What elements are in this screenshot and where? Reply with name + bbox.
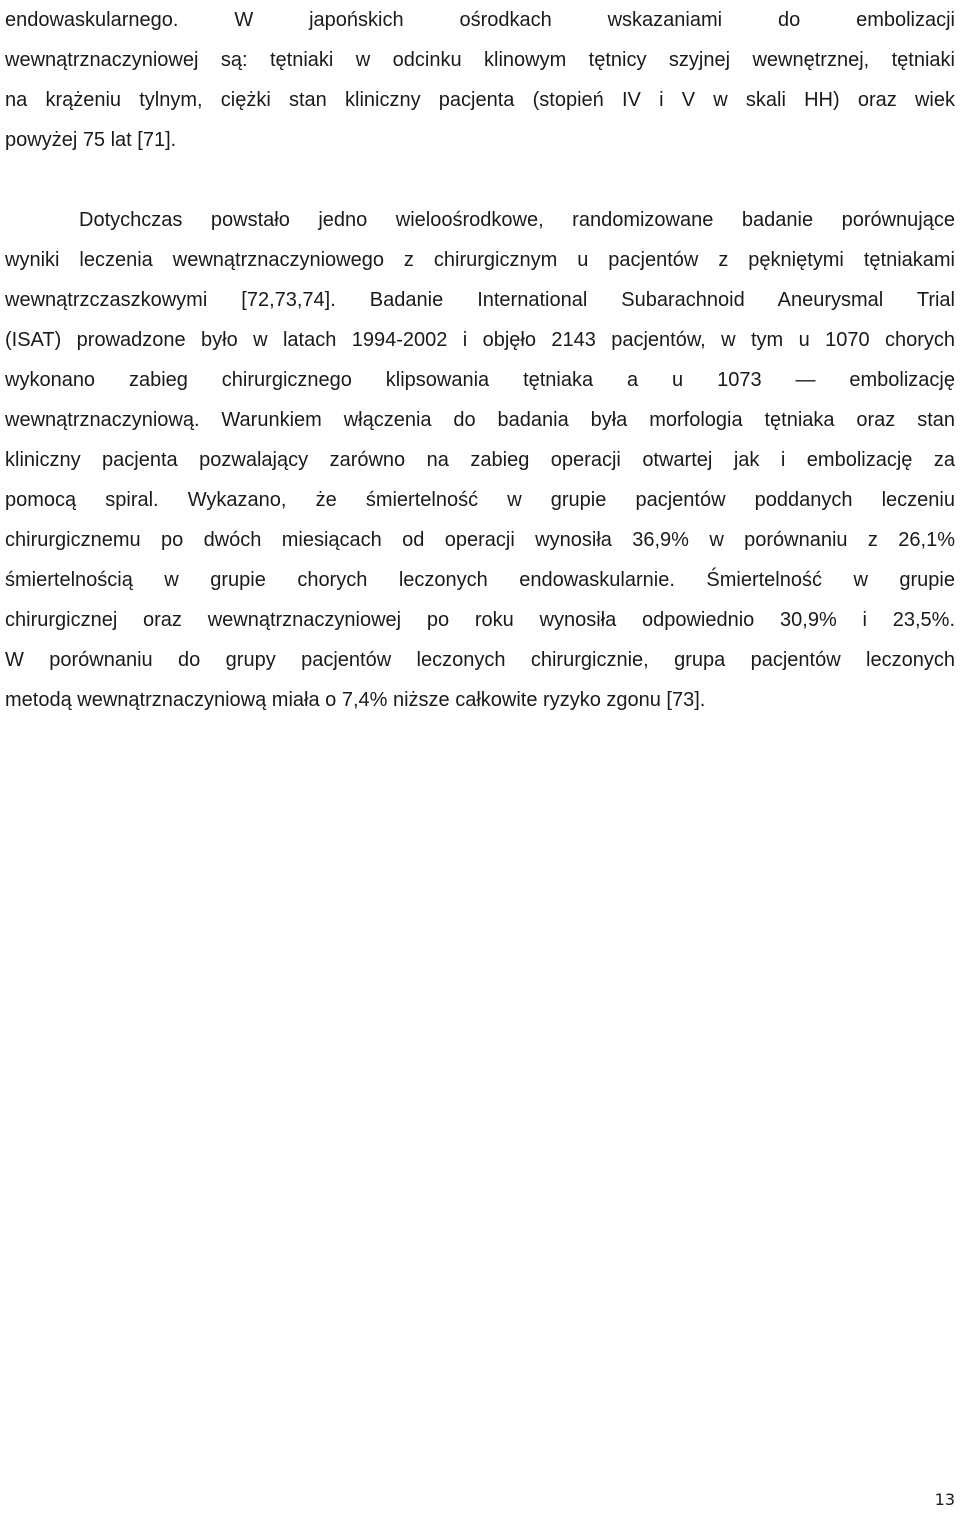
text-line: na krążeniu tylnym, ciężki stan kliniczny pacjenta (stopień IV i V w skali HH) oraz wiek [5, 89, 955, 111]
text-line: chirurgicznej oraz wewnątrznaczyniowej po roku wynosiła odpowiednio 30,9% i 23,5%. [5, 609, 955, 631]
text-line: wykonano zabieg chirurgicznego klipsowania tętniaka a u 1073 — embolizację [5, 369, 955, 391]
text-line: W porównaniu do grupy pacjentów leczonych chirurgicznie, grupa pacjentów leczonych [5, 649, 955, 671]
text-line: pomocą spiral. Wykazano, że śmiertelność w grupie pacjentów poddanych leczeniu [5, 489, 955, 511]
paragraph-spacer [5, 160, 955, 200]
text-line: wyniki leczenia wewnątrznaczyniowego z chirurgicznym u pacjentów z pękniętymi tętniakami [5, 249, 955, 271]
text-line: (ISAT) prowadzone było w latach 1994-2002 i objęło 2143 pacjentów, w tym u 1070 chorych [5, 329, 955, 351]
text-line: powyżej 75 lat [71]. [5, 129, 177, 151]
text-line: kliniczny pacjenta pozwalający zarówno na zabieg operacji otwartej jak i embolizację za [5, 449, 955, 471]
paragraph-2 [5, 200, 955, 720]
text-line: wewnątrznaczyniową. Warunkiem włączenia do badania była morfologia tętniaka oraz stan [5, 409, 955, 431]
text-line: endowaskularnego. W japońskich ośrodkach wskazaniami do embolizacji [5, 9, 955, 31]
text-line: Dotychczas powstało jedno wieloośrodkowe, randomizowane badanie porównujące [79, 209, 955, 231]
text-line: śmiertelnością w grupie chorych leczonych endowaskularnie. Śmiertelność w grupie [5, 569, 955, 591]
paragraph-1 [5, 0, 955, 160]
page-number: 13 [934, 1490, 955, 1509]
text-line: wewnątrznaczyniowej są: tętniaki w odcinku klinowym tętnicy szyjnej wewnętrznej, tętniaki [5, 49, 955, 71]
text-line: wewnątrzczaszkowymi [72,73,74]. Badanie International Subarachnoid Aneurysmal Trial [5, 289, 955, 311]
text-line: chirurgicznemu po dwóch miesiącach od operacji wynosiła 36,9% w porównaniu z 26,1% [5, 529, 955, 551]
text-line: metodą wewnątrznaczyniową miała o 7,4% niższe całkowite ryzyko zgonu [73]. [5, 689, 706, 711]
document-body [5, 0, 955, 720]
